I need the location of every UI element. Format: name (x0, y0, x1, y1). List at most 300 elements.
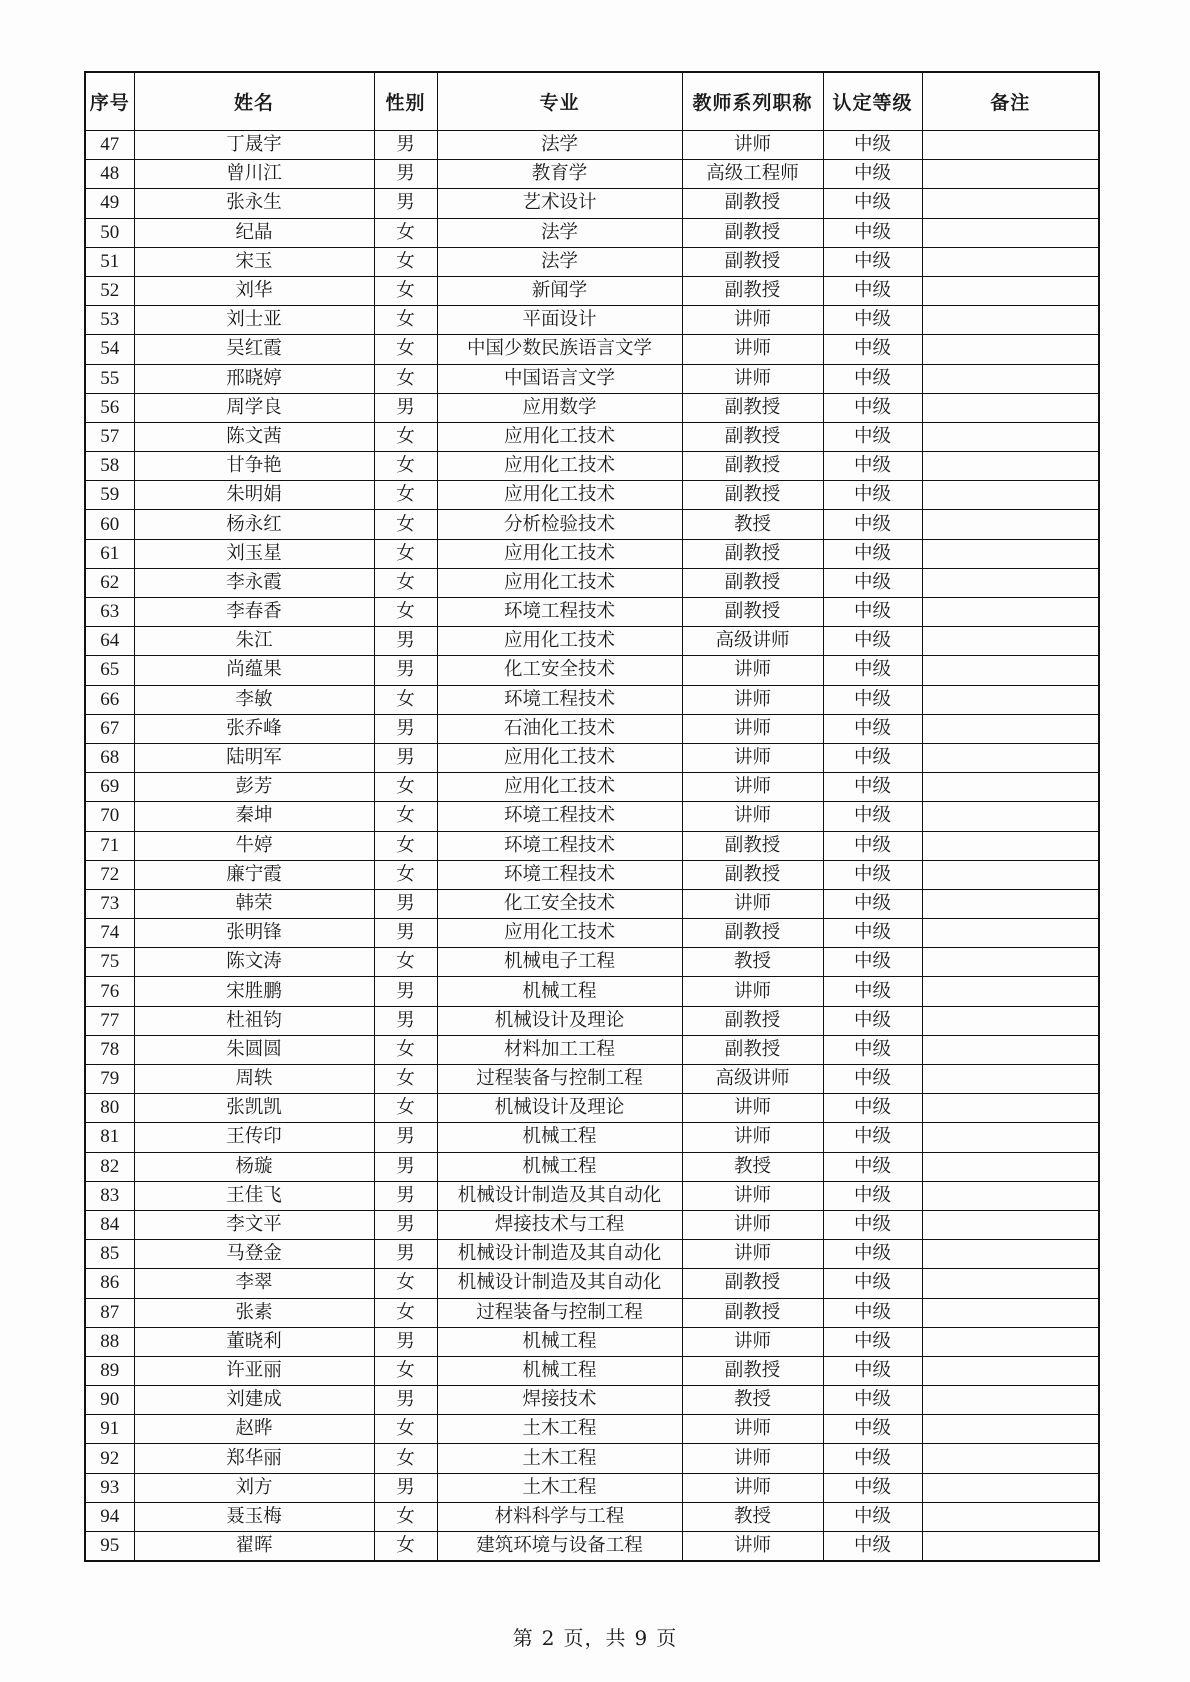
cell-sex: 女 (374, 539, 437, 568)
cell-title: 讲师 (682, 977, 823, 1006)
table-row (85, 1065, 1099, 1094)
cell-no: 84 (85, 1210, 134, 1239)
cell-major: 环境工程技术 (437, 860, 682, 889)
cell-sex: 女 (374, 1269, 437, 1298)
cell-sex: 男 (374, 1240, 437, 1269)
cell-level: 中级 (823, 1094, 922, 1123)
cell-level: 中级 (823, 218, 922, 247)
cell-major: 土木工程 (437, 1415, 682, 1444)
cell-note (922, 1035, 1099, 1064)
cell-major: 土木工程 (437, 1473, 682, 1502)
cell-name: 周学良 (134, 393, 374, 422)
footer-suffix: 页 (656, 1626, 678, 1650)
cell-title: 副教授 (682, 1035, 823, 1064)
cell-title: 副教授 (682, 481, 823, 510)
cell-sex: 女 (374, 422, 437, 451)
cell-sex: 男 (374, 977, 437, 1006)
cell-sex: 男 (374, 889, 437, 918)
table-row (85, 1152, 1099, 1181)
cell-title: 高级工程师 (682, 160, 823, 189)
cell-sex: 女 (374, 510, 437, 539)
cell-level: 中级 (823, 1006, 922, 1035)
cell-no: 79 (85, 1065, 134, 1094)
cell-name: 王佳飞 (134, 1181, 374, 1210)
cell-major: 应用化工技术 (437, 452, 682, 481)
cell-sex: 女 (374, 860, 437, 889)
cell-name: 纪晶 (134, 218, 374, 247)
cell-name: 丁晟宇 (134, 131, 374, 160)
table-row (85, 335, 1099, 364)
cell-major: 环境工程技术 (437, 802, 682, 831)
cell-no: 64 (85, 627, 134, 656)
table-row (85, 131, 1099, 160)
cell-no: 49 (85, 189, 134, 218)
cell-note (922, 276, 1099, 305)
cell-note (922, 831, 1099, 860)
cell-major: 中国语言文学 (437, 364, 682, 393)
table-row (85, 160, 1099, 189)
cell-sex: 女 (374, 335, 437, 364)
cell-level: 中级 (823, 1065, 922, 1094)
cell-no: 74 (85, 919, 134, 948)
cell-major: 过程装备与控制工程 (437, 1065, 682, 1094)
cell-major: 中国少数民族语言文学 (437, 335, 682, 364)
cell-title: 副教授 (682, 1006, 823, 1035)
cell-no: 51 (85, 247, 134, 276)
cell-name: 张明锋 (134, 919, 374, 948)
cell-level: 中级 (823, 1181, 922, 1210)
cell-name: 聂玉梅 (134, 1502, 374, 1531)
cell-title: 教授 (682, 1502, 823, 1531)
cell-major: 法学 (437, 131, 682, 160)
cell-note (922, 247, 1099, 276)
cell-no: 60 (85, 510, 134, 539)
cell-note (922, 1065, 1099, 1094)
cell-name: 李敏 (134, 685, 374, 714)
cell-no: 62 (85, 568, 134, 597)
cell-title: 高级讲师 (682, 1065, 823, 1094)
cell-note (922, 1415, 1099, 1444)
cell-no: 65 (85, 656, 134, 685)
cell-title: 副教授 (682, 189, 823, 218)
cell-note (922, 948, 1099, 977)
cell-major: 应用化工技术 (437, 568, 682, 597)
cell-name: 刘建成 (134, 1386, 374, 1415)
cell-major: 机械设计制造及其自动化 (437, 1181, 682, 1210)
cell-note (922, 1181, 1099, 1210)
cell-no: 57 (85, 422, 134, 451)
cell-no: 82 (85, 1152, 134, 1181)
cell-name: 刘华 (134, 276, 374, 305)
cell-level: 中级 (823, 1415, 922, 1444)
cell-note (922, 131, 1099, 160)
cell-level: 中级 (823, 568, 922, 597)
cell-name: 秦坤 (134, 802, 374, 831)
cell-no: 78 (85, 1035, 134, 1064)
table-body (85, 131, 1099, 1562)
table-row (85, 189, 1099, 218)
cell-sex: 女 (374, 685, 437, 714)
cell-title: 讲师 (682, 1123, 823, 1152)
cell-name: 马登金 (134, 1240, 374, 1269)
cell-major: 过程装备与控制工程 (437, 1298, 682, 1327)
cell-major: 机械电子工程 (437, 948, 682, 977)
cell-title: 副教授 (682, 919, 823, 948)
cell-name: 杨永红 (134, 510, 374, 539)
cell-note (922, 364, 1099, 393)
cell-sex: 男 (374, 393, 437, 422)
table-row (85, 1240, 1099, 1269)
cell-major: 应用化工技术 (437, 539, 682, 568)
cell-title: 副教授 (682, 247, 823, 276)
cell-major: 材料加工工程 (437, 1035, 682, 1064)
cell-title: 讲师 (682, 889, 823, 918)
cell-title: 副教授 (682, 568, 823, 597)
cell-name: 陆明军 (134, 743, 374, 772)
cell-sex: 女 (374, 598, 437, 627)
cell-no: 76 (85, 977, 134, 1006)
table-row (85, 773, 1099, 802)
table-row (85, 1386, 1099, 1415)
cell-name: 董晓利 (134, 1327, 374, 1356)
cell-title: 讲师 (682, 1532, 823, 1562)
cell-level: 中级 (823, 1123, 922, 1152)
cell-level: 中级 (823, 685, 922, 714)
cell-no: 59 (85, 481, 134, 510)
cell-name: 李文平 (134, 1210, 374, 1239)
cell-level: 中级 (823, 773, 922, 802)
cell-no: 71 (85, 831, 134, 860)
cell-note (922, 627, 1099, 656)
cell-note (922, 977, 1099, 1006)
cell-no: 53 (85, 306, 134, 335)
cell-title: 教授 (682, 948, 823, 977)
cell-no: 95 (85, 1532, 134, 1562)
cell-name: 宋胜鹏 (134, 977, 374, 1006)
cell-note (922, 1386, 1099, 1415)
cell-level: 中级 (823, 831, 922, 860)
cell-no: 69 (85, 773, 134, 802)
cell-no: 50 (85, 218, 134, 247)
cell-major: 机械工程 (437, 1152, 682, 1181)
table-row (85, 1327, 1099, 1356)
cell-sex: 男 (374, 714, 437, 743)
cell-title: 讲师 (682, 131, 823, 160)
cell-major: 建筑环境与设备工程 (437, 1532, 682, 1562)
cell-sex: 男 (374, 189, 437, 218)
cell-name: 曾川江 (134, 160, 374, 189)
cell-level: 中级 (823, 802, 922, 831)
table-row (85, 1298, 1099, 1327)
cell-major: 环境工程技术 (437, 831, 682, 860)
cell-level: 中级 (823, 247, 922, 276)
current-page-number: 2 (541, 1626, 556, 1650)
table-row (85, 627, 1099, 656)
cell-title: 讲师 (682, 306, 823, 335)
cell-note (922, 773, 1099, 802)
cell-title: 讲师 (682, 1415, 823, 1444)
cell-name: 牛婷 (134, 831, 374, 860)
table-row (85, 860, 1099, 889)
cell-level: 中级 (823, 743, 922, 772)
cell-level: 中级 (823, 364, 922, 393)
cell-no: 52 (85, 276, 134, 305)
table-row (85, 218, 1099, 247)
cell-major: 环境工程技术 (437, 685, 682, 714)
cell-name: 甘争艳 (134, 452, 374, 481)
footer-prefix: 第 (512, 1626, 534, 1650)
cell-major: 应用化工技术 (437, 422, 682, 451)
cell-major: 应用化工技术 (437, 481, 682, 510)
cell-no: 66 (85, 685, 134, 714)
cell-no: 58 (85, 452, 134, 481)
cell-no: 54 (85, 335, 134, 364)
cell-note (922, 568, 1099, 597)
cell-name: 陈文茜 (134, 422, 374, 451)
cell-note (922, 189, 1099, 218)
cell-level: 中级 (823, 860, 922, 889)
cell-level: 中级 (823, 160, 922, 189)
cell-major: 机械工程 (437, 1123, 682, 1152)
footer-mid: 页，共 (563, 1626, 627, 1650)
cell-level: 中级 (823, 889, 922, 918)
cell-level: 中级 (823, 948, 922, 977)
cell-note (922, 656, 1099, 685)
cell-major: 土木工程 (437, 1444, 682, 1473)
table-row (85, 306, 1099, 335)
table-header-row (85, 72, 1099, 131)
cell-sex: 男 (374, 743, 437, 772)
cell-sex: 女 (374, 831, 437, 860)
cell-title: 副教授 (682, 422, 823, 451)
cell-sex: 女 (374, 568, 437, 597)
cell-title: 副教授 (682, 1298, 823, 1327)
cell-level: 中级 (823, 919, 922, 948)
cell-no: 75 (85, 948, 134, 977)
cell-note (922, 1094, 1099, 1123)
cell-level: 中级 (823, 481, 922, 510)
table-row (85, 393, 1099, 422)
table-row (85, 1210, 1099, 1239)
cell-level: 中级 (823, 1298, 922, 1327)
cell-title: 讲师 (682, 1327, 823, 1356)
cell-level: 中级 (823, 1210, 922, 1239)
cell-name: 刘方 (134, 1473, 374, 1502)
cell-title: 讲师 (682, 656, 823, 685)
cell-name: 翟晖 (134, 1532, 374, 1562)
table-row (85, 276, 1099, 305)
cell-name: 朱圆圆 (134, 1035, 374, 1064)
cell-no: 72 (85, 860, 134, 889)
teacher-title-table (84, 71, 1100, 1562)
cell-sex: 男 (374, 1181, 437, 1210)
cell-name: 李翠 (134, 1269, 374, 1298)
table-row (85, 1181, 1099, 1210)
cell-sex: 女 (374, 306, 437, 335)
cell-title: 副教授 (682, 1356, 823, 1385)
cell-level: 中级 (823, 131, 922, 160)
cell-note (922, 1210, 1099, 1239)
cell-title: 教授 (682, 1152, 823, 1181)
cell-name: 廉宁霞 (134, 860, 374, 889)
table-row (85, 481, 1099, 510)
table-row (85, 1006, 1099, 1035)
cell-note (922, 802, 1099, 831)
cell-note (922, 510, 1099, 539)
table-row (85, 1356, 1099, 1385)
cell-note (922, 685, 1099, 714)
table-row (85, 1444, 1099, 1473)
cell-no: 47 (85, 131, 134, 160)
cell-note (922, 743, 1099, 772)
cell-major: 机械设计制造及其自动化 (437, 1240, 682, 1269)
cell-no: 92 (85, 1444, 134, 1473)
cell-note (922, 1298, 1099, 1327)
cell-major: 应用化工技术 (437, 743, 682, 772)
cell-note (922, 1006, 1099, 1035)
cell-major: 应用化工技术 (437, 627, 682, 656)
table-row (85, 1502, 1099, 1531)
cell-major: 法学 (437, 247, 682, 276)
cell-note (922, 1152, 1099, 1181)
cell-major: 焊接技术 (437, 1386, 682, 1415)
table-row (85, 598, 1099, 627)
table-row (85, 1415, 1099, 1444)
cell-major: 机械设计及理论 (437, 1094, 682, 1123)
cell-sex: 女 (374, 276, 437, 305)
cell-sex: 女 (374, 1444, 437, 1473)
cell-level: 中级 (823, 1240, 922, 1269)
cell-level: 中级 (823, 1035, 922, 1064)
cell-level: 中级 (823, 1444, 922, 1473)
cell-name: 陈文涛 (134, 948, 374, 977)
cell-name: 张凯凯 (134, 1094, 374, 1123)
cell-level: 中级 (823, 656, 922, 685)
cell-major: 机械工程 (437, 1356, 682, 1385)
cell-sex: 男 (374, 1327, 437, 1356)
table-row (85, 685, 1099, 714)
table-row (85, 1269, 1099, 1298)
cell-level: 中级 (823, 1356, 922, 1385)
cell-level: 中级 (823, 1327, 922, 1356)
cell-major: 焊接技术与工程 (437, 1210, 682, 1239)
cell-level: 中级 (823, 598, 922, 627)
cell-note (922, 1356, 1099, 1385)
cell-sex: 女 (374, 452, 437, 481)
cell-title: 讲师 (682, 1210, 823, 1239)
cell-sex: 男 (374, 656, 437, 685)
cell-name: 杜祖钧 (134, 1006, 374, 1035)
cell-name: 许亚丽 (134, 1356, 374, 1385)
table-row (85, 743, 1099, 772)
table-row (85, 364, 1099, 393)
cell-note (922, 714, 1099, 743)
cell-level: 中级 (823, 1152, 922, 1181)
header-name: 姓名 (134, 72, 374, 131)
cell-sex: 女 (374, 1298, 437, 1327)
cell-name: 彭芳 (134, 773, 374, 802)
cell-major: 应用化工技术 (437, 773, 682, 802)
cell-sex: 女 (374, 948, 437, 977)
cell-no: 83 (85, 1181, 134, 1210)
cell-name: 韩荣 (134, 889, 374, 918)
header-no: 序号 (85, 72, 134, 131)
cell-sex: 男 (374, 1123, 437, 1152)
cell-major: 平面设计 (437, 306, 682, 335)
cell-title: 副教授 (682, 218, 823, 247)
cell-title: 讲师 (682, 1181, 823, 1210)
cell-no: 90 (85, 1386, 134, 1415)
table-row (85, 889, 1099, 918)
cell-title: 副教授 (682, 598, 823, 627)
cell-title: 副教授 (682, 452, 823, 481)
cell-level: 中级 (823, 510, 922, 539)
cell-sex: 女 (374, 247, 437, 276)
cell-level: 中级 (823, 335, 922, 364)
cell-note (922, 1269, 1099, 1298)
cell-sex: 男 (374, 1152, 437, 1181)
table-row (85, 656, 1099, 685)
cell-major: 教育学 (437, 160, 682, 189)
cell-name: 杨璇 (134, 1152, 374, 1181)
cell-note (922, 393, 1099, 422)
cell-major: 新闻学 (437, 276, 682, 305)
cell-no: 87 (85, 1298, 134, 1327)
cell-title: 副教授 (682, 539, 823, 568)
cell-sex: 男 (374, 1210, 437, 1239)
cell-level: 中级 (823, 189, 922, 218)
table-row (85, 977, 1099, 1006)
cell-name: 尚蕴果 (134, 656, 374, 685)
cell-title: 教授 (682, 510, 823, 539)
cell-name: 郑华丽 (134, 1444, 374, 1473)
cell-note (922, 598, 1099, 627)
cell-title: 讲师 (682, 743, 823, 772)
cell-title: 副教授 (682, 831, 823, 860)
cell-level: 中级 (823, 714, 922, 743)
cell-no: 86 (85, 1269, 134, 1298)
cell-level: 中级 (823, 1502, 922, 1531)
cell-sex: 男 (374, 919, 437, 948)
cell-major: 环境工程技术 (437, 598, 682, 627)
cell-sex: 女 (374, 1502, 437, 1531)
table-row (85, 948, 1099, 977)
cell-note (922, 218, 1099, 247)
cell-level: 中级 (823, 1386, 922, 1415)
cell-name: 王传印 (134, 1123, 374, 1152)
cell-sex: 女 (374, 481, 437, 510)
cell-level: 中级 (823, 539, 922, 568)
cell-title: 讲师 (682, 1473, 823, 1502)
cell-sex: 女 (374, 1532, 437, 1562)
table-row (85, 247, 1099, 276)
cell-title: 高级讲师 (682, 627, 823, 656)
cell-level: 中级 (823, 627, 922, 656)
cell-sex: 男 (374, 160, 437, 189)
cell-no: 63 (85, 598, 134, 627)
cell-name: 吴红霞 (134, 335, 374, 364)
cell-name: 宋玉 (134, 247, 374, 276)
cell-name: 刘玉星 (134, 539, 374, 568)
cell-no: 67 (85, 714, 134, 743)
table-row (85, 568, 1099, 597)
table-row (85, 919, 1099, 948)
cell-note (922, 919, 1099, 948)
cell-note (922, 306, 1099, 335)
cell-major: 机械设计及理论 (437, 1006, 682, 1035)
cell-level: 中级 (823, 306, 922, 335)
header-sex: 性别 (374, 72, 437, 131)
